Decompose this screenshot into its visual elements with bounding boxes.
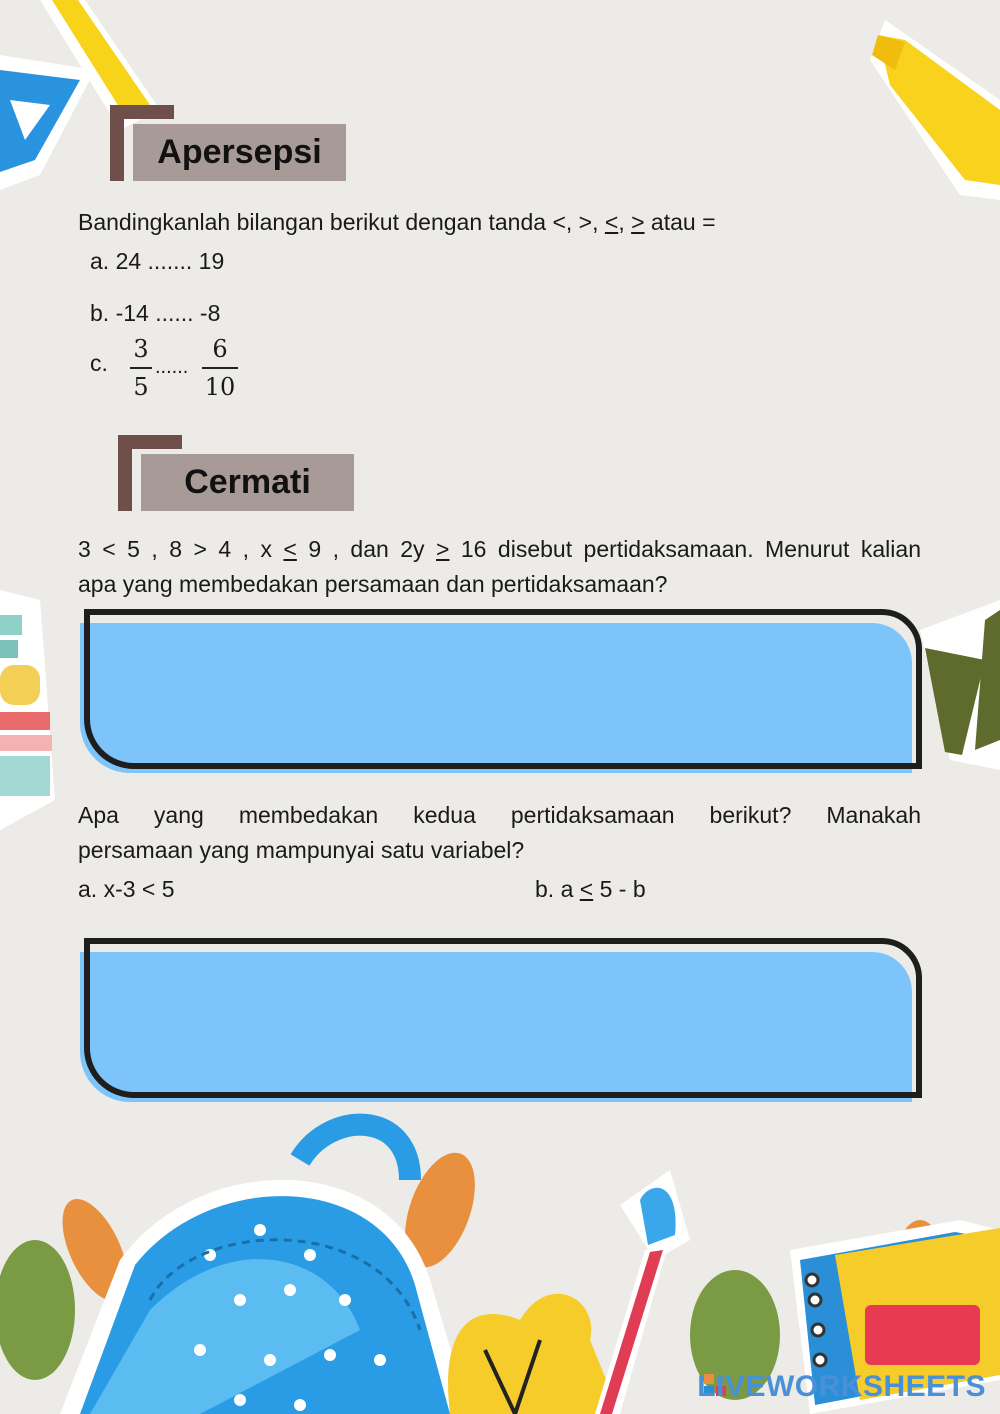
compass-icon [920,600,1000,770]
section-heading-cermati: Cermati [141,454,354,511]
highlighter-icon [870,20,1000,200]
instruction-text-end: atau = [644,209,716,235]
less-equal-symbol: < [604,209,619,235]
fraction-numerator: 6 [212,335,228,363]
instruction-text: Bandingkanlah bilangan berikut dengan tanda <, >, [78,209,605,235]
section-heading-apersepsi: Apersepsi [133,124,346,181]
cermati-paragraph-line2: apa yang membedakan persamaan dan pertidaksamaan? [78,571,668,597]
paintbrush-icon [595,1170,690,1414]
answer-input-2[interactable] [110,965,894,1079]
greater-equal-symbol: > [631,209,645,235]
liveworksheets-logo[interactable]: LIVEWORKSHEETS [697,1370,986,1403]
para1-part-b: 9 , dan 2y [296,536,436,562]
fraction-numerator: 3 [133,335,149,363]
item-c-label: c. [90,350,108,376]
option-b-pre: b. a [535,876,580,902]
less-equal-symbol: < [283,536,297,562]
answer-input-1[interactable] [110,635,894,749]
comparison-instruction [78,205,938,239]
option-a: a. x-3 < 5 [78,876,175,902]
books-icon [0,590,55,830]
question2-line2: persamaan yang mampunyai satu variabel? [78,837,525,863]
para1-part-a: 3 < 5 , 8 > 4 , x [78,536,284,562]
question2-line1: Apa yang membedakan kedua pertidaksamaan berikut? Manakah [78,802,921,828]
greater-equal-symbol: > [436,536,450,562]
fraction-denominator: 10 [204,373,236,401]
less-equal-symbol: < [579,876,594,902]
fraction-3-5 [130,335,152,401]
yellow-leaf-icon [448,1294,620,1414]
option-b [535,872,646,906]
option-b-post: 5 - b [593,876,646,902]
item-a: a. 24 ....... 19 [90,248,225,274]
cermati-paragraph-line1 [78,532,921,566]
item-c-dots: ...... [155,356,189,378]
item-b: b. -14 ...... -8 [90,300,221,326]
para1-part-c: 16 disebut pertidaksamaan. Menurut kalian [449,536,921,562]
fraction-denominator: 5 [133,373,149,401]
fraction-6-10 [202,335,238,401]
triangle-ruler-icon [0,55,95,190]
separator: , [618,209,632,235]
backpack-icon [60,1125,470,1414]
